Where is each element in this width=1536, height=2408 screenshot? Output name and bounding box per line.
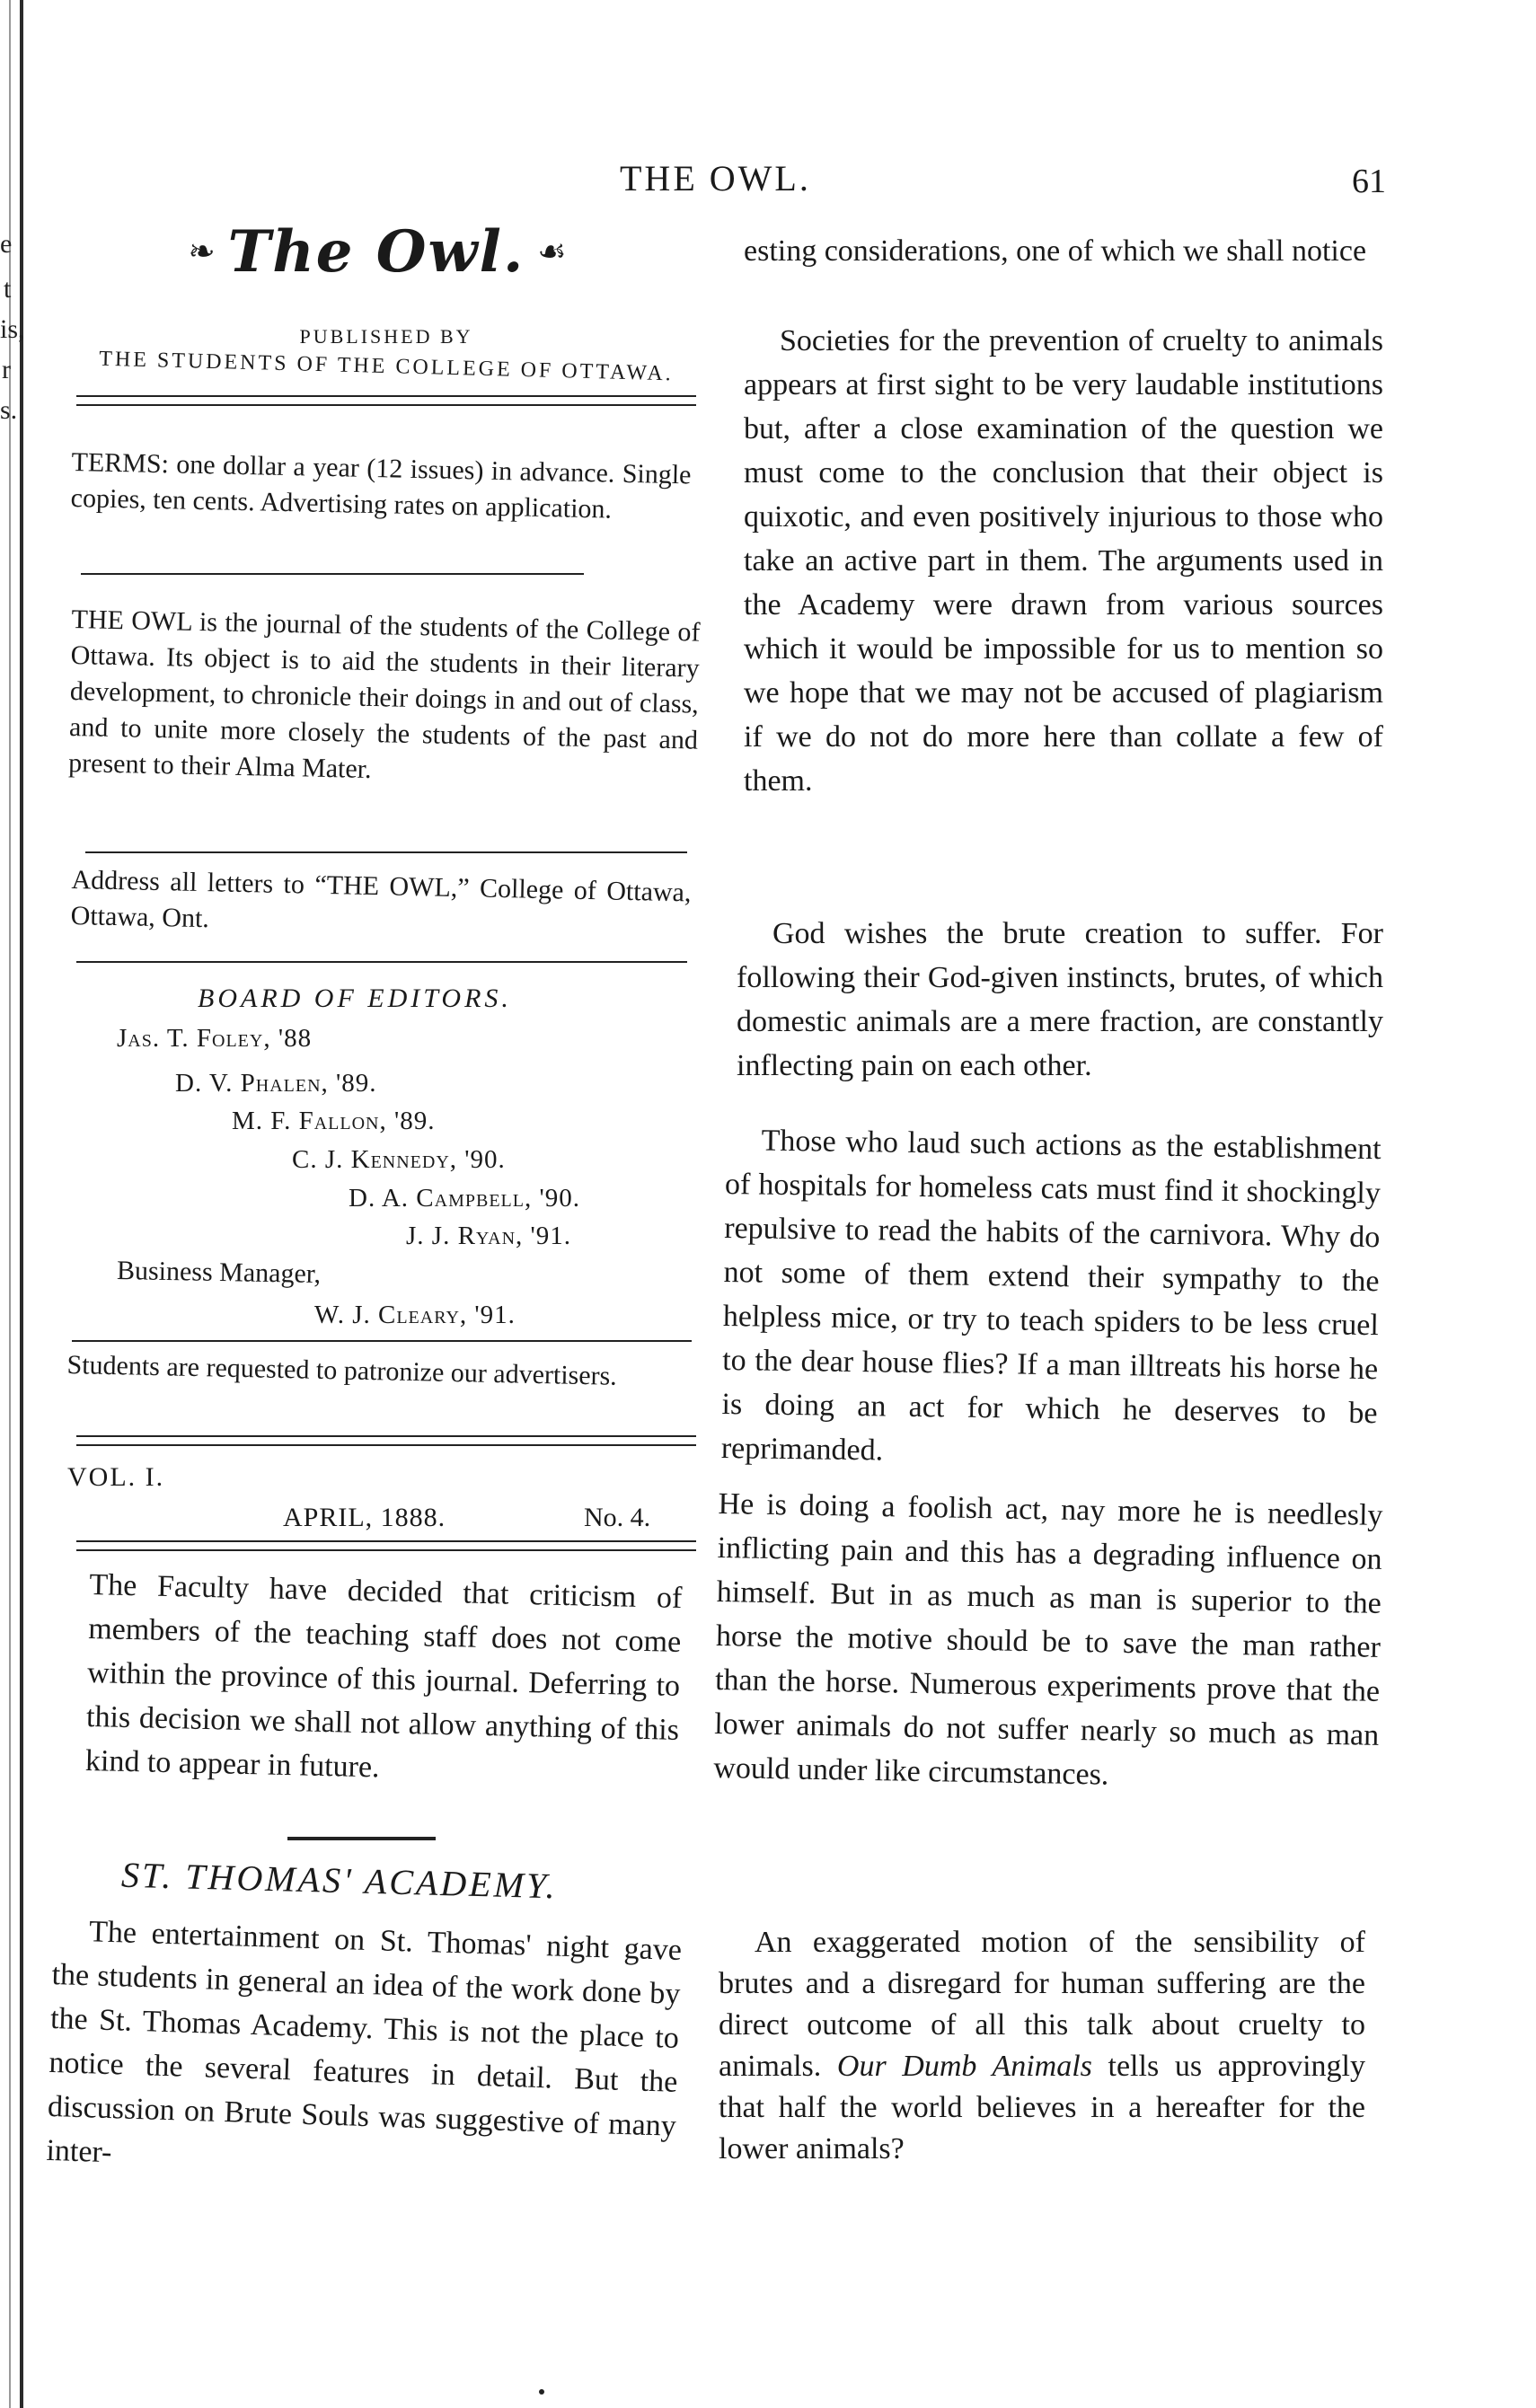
article-paragraph: The entertainment on St. Thomas' night gave the students in general an idea of the work done by the St. Thomas Academy. This is not the place to notice the several features in detail. But the discussion on Brute Souls was suggestive of many inter- — [45, 1915, 683, 2170]
double-rule — [76, 1435, 696, 1446]
double-rule — [76, 1540, 696, 1551]
terms-notice: TERMS: one dollar a year (12 issues) in advance. Single copies, ten cents. Advertising rates on application. — [70, 446, 692, 525]
margin-fragment: r — [2, 355, 11, 384]
publication-title: Our Dumb Animals — [836, 2050, 1092, 2083]
volume: VOL. I. — [67, 1462, 165, 1492]
publisher: THE STUDENTS OF THE COLLEGE OF OTTAWA. — [98, 347, 675, 386]
faculty-notice: The Faculty have decided that criticism of members of the teaching staff does not come within the province of this journal. Deferring to this decision we shall not allow anything of this kind to appear in future. — [84, 1567, 683, 1785]
rule — [76, 961, 687, 963]
editor-name: C. J. Kennedy, '90. — [292, 1145, 506, 1174]
business-manager-name: W. J. Cleary, '91. — [314, 1301, 516, 1329]
article-paragraph — [719, 1922, 1365, 2170]
ink-speck — [539, 2389, 544, 2395]
binding-edge — [20, 0, 23, 2408]
paragraph-text: tells us approvingly that half the world believes in a hereafter for the lower animals? — [719, 2050, 1365, 2165]
about-notice: THE OWL is the journal of the students of the College of Ottawa. Its object is to aid the students in their literary development, to chronicle their doings in and out of class, and to unite more closely the students of the past and present to their Alma Mater. — [67, 604, 701, 785]
fleuron-icon: ☙ — [537, 234, 567, 269]
issue-date: APRIL, 1888. — [283, 1503, 446, 1532]
rule — [85, 851, 687, 853]
editor-name: D. A. Campbell, '90. — [349, 1184, 580, 1213]
paragraph-text: An exaggerated motion of the sensibility of brutes and a disregard for human suffering are the direct outcome of all this talk about cruelty to animals. — [719, 1926, 1365, 2083]
rule — [81, 573, 584, 575]
article-paragraph: He is doing a foolish act, nay more he is needlesly inflicting pain and this has a degrading influence on himself. But in as much as man is superior to the horse the motive should be to save the man rather than the horse. Numerous experiments prove that the lower animals do not suffer nearly so much as man would under like circumstances. — [713, 1486, 1383, 1792]
margin-fragment: t — [4, 274, 12, 304]
address-notice: Address all letters to “THE OWL,” College of Ottawa, Ottawa, Ont. — [70, 864, 692, 934]
margin-fragment: e — [0, 229, 13, 259]
patronize-notice: Students are requested to patronize our advertisers. — [66, 1349, 618, 1391]
fleuron-icon: ❧ — [188, 234, 216, 269]
article-paragraph: Those who laud such actions as the establishment of hospitals for homeless cats must find it shockingly repulsive to read the habits of the carnivora. Why do not some of them extend their sympathy to the helpless mice, or try to teach spiders to be less cruel to the dear house flies? If a man illtreats his horse he is doing an act for which he deserves to be reprimanded. — [720, 1124, 1382, 1468]
masthead-title: The Owl. — [227, 217, 525, 286]
margin-fragment: is, — [0, 314, 25, 344]
article-paragraph: esting considerations, one of which we shall notice — [744, 234, 1367, 268]
double-rule — [76, 395, 696, 406]
article-paragraph: Societies for the prevention of cruelty to animals appears at first sight to be very laudable institutions but, after a close examination of the question we must come to the conclusion that their object is quixotic, and even positively injurious to those who take an active part in them. The arguments used in the Academy were drawn from various sources which it would be impossible for us to mention so we hope that we may not be accused of plagiarism if we do not do more here than collate a few of them. — [744, 324, 1383, 798]
editor-name: M. F. Fallon, '89. — [232, 1107, 436, 1135]
issue-number: No. 4. — [584, 1503, 651, 1532]
board-heading: BOARD OF EDITORS. — [198, 983, 512, 1013]
running-title: THE OWL. — [620, 158, 811, 198]
masthead — [126, 217, 629, 286]
page-number: 61 — [1352, 163, 1386, 200]
business-manager-label: Business Manager, — [116, 1256, 322, 1289]
section-divider — [287, 1837, 436, 1840]
article-paragraph: God wishes the brute creation to suffer. For following their God-given instincts, brutes, of which domestic animals are a mere fraction, are constantly inflecting pain on each other. — [737, 917, 1383, 1082]
editor-name: Jas. T. Foley, '88 — [117, 1024, 313, 1053]
editor-name: D. V. Phalen, '89. — [175, 1069, 377, 1098]
editor-name: J. J. Ryan, '91. — [406, 1222, 572, 1250]
article-heading: ST. THOMAS' ACADEMY. — [120, 1854, 559, 1907]
published-by: PUBLISHED BY — [299, 325, 473, 348]
margin-fragment: s. — [0, 395, 18, 425]
rule — [72, 1340, 692, 1342]
